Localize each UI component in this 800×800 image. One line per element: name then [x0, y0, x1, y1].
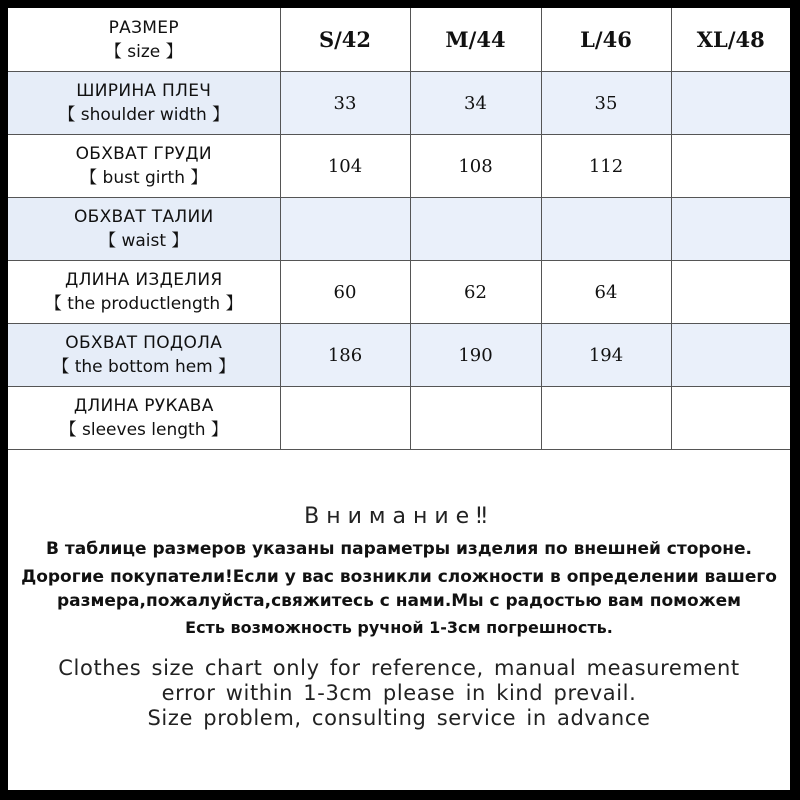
table-row	[8, 135, 790, 198]
value-cell: 194	[541, 324, 671, 387]
value-cell: 64	[541, 261, 671, 324]
row-label-cell	[8, 387, 280, 450]
size-label-cell	[8, 8, 280, 72]
row-label-cell	[8, 135, 280, 198]
row-label-cell	[8, 324, 280, 387]
value-cell: 34	[410, 72, 541, 135]
value-cell	[671, 261, 790, 324]
row-label-en: 【 the productlength 】	[44, 294, 243, 314]
english-note-line: Clothes size chart only for reference, manual measurement	[58, 656, 740, 680]
notice-line: В таблице размеров указаны параметры изделия по внешней стороне.	[46, 539, 752, 559]
value-cell: 104	[280, 135, 410, 198]
row-label-en: 【 waist 】	[99, 231, 189, 251]
row-label-ru: ОБХВАТ ТАЛИИ	[73, 207, 214, 227]
table-row	[8, 72, 790, 135]
value-cell	[541, 387, 671, 450]
row-label-cell	[8, 198, 280, 261]
value-cell	[671, 387, 790, 450]
table-row	[8, 198, 790, 261]
row-label-cell	[8, 261, 280, 324]
table-row	[8, 261, 790, 324]
value-cell	[280, 198, 410, 261]
value-cell: 190	[410, 324, 541, 387]
value-cell: 108	[410, 135, 541, 198]
size-column-header: L/46	[541, 8, 671, 72]
notice-line: Есть возможность ручной 1-3см погрешность.	[185, 618, 613, 637]
value-cell	[541, 198, 671, 261]
row-label-cell	[8, 72, 280, 135]
row-label-ru: ДЛИНА ИЗДЕЛИЯ	[65, 270, 223, 290]
english-note-line: Size problem, consulting service in advance	[147, 706, 651, 730]
row-label-ru: ДЛИНА РУКАВА	[73, 396, 214, 416]
english-note	[8, 656, 790, 731]
value-cell: 112	[541, 135, 671, 198]
table-row	[8, 324, 790, 387]
value-cell	[671, 72, 790, 135]
row-label-en: 【 bust girth 】	[80, 168, 208, 188]
row-label-ru: РАЗМЕР	[108, 17, 179, 38]
value-cell	[671, 135, 790, 198]
row-label-ru: ШИРИНА ПЛЕЧ	[76, 81, 212, 101]
value-cell	[280, 387, 410, 450]
row-label-en: 【 the bottom hem 】	[52, 357, 236, 377]
row-label-en: 【 shoulder width 】	[58, 105, 230, 125]
english-note-line: error within 1-3cm please in kind prevail.	[161, 681, 637, 705]
row-label-ru: ОБХВАТ ПОДОЛА	[65, 333, 223, 353]
value-cell	[671, 324, 790, 387]
value-cell: 186	[280, 324, 410, 387]
value-cell	[410, 387, 541, 450]
notice-line: Дорогие покупатели!Если у вас возникли сложности в определении вашего	[21, 567, 777, 587]
row-label-en: 【 size 】	[104, 41, 183, 62]
size-chart-frame	[8, 8, 790, 790]
size-column-header: S/42	[280, 8, 410, 72]
value-cell: 33	[280, 72, 410, 135]
size-column-header: M/44	[410, 8, 541, 72]
row-label-ru: ОБХВАТ ГРУДИ	[75, 144, 212, 164]
value-cell	[410, 198, 541, 261]
value-cell: 60	[280, 261, 410, 324]
table-header-row	[8, 8, 790, 72]
notice-line: размера,пожалуйста,свяжитесь с нами.Мы с радостью вам поможем	[56, 591, 742, 611]
value-cell: 62	[410, 261, 541, 324]
row-label-en: 【 sleeves length 】	[59, 420, 228, 440]
value-cell: 35	[541, 72, 671, 135]
value-cell	[671, 198, 790, 261]
notice-title: Внимание‼	[304, 504, 494, 529]
size-column-header: XL/48	[671, 8, 790, 72]
size-table	[8, 8, 790, 450]
table-row	[8, 387, 790, 450]
